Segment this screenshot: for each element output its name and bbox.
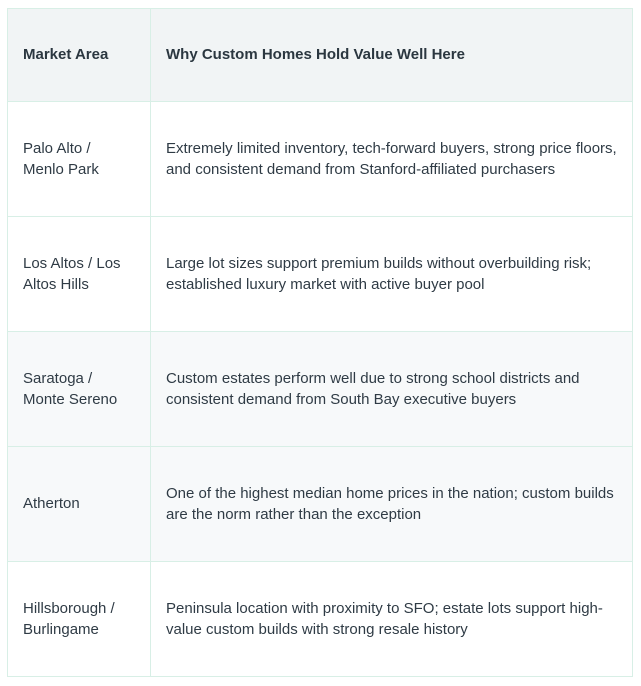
market-area-cell: Hillsborough / Burlingame bbox=[8, 562, 151, 677]
table-row bbox=[8, 332, 633, 447]
reason-cell: Large lot sizes support premium builds without overbuilding risk; established luxury market with active buyer pool bbox=[151, 217, 633, 332]
market-area-cell: Saratoga / Monte Sereno bbox=[8, 332, 151, 447]
reason-cell: Peninsula location with proximity to SFO; estate lots support high-value custom builds with strong resale history bbox=[151, 562, 633, 677]
header-market-area: Market Area bbox=[8, 9, 151, 102]
market-area-cell: Los Altos / Los Altos Hills bbox=[8, 217, 151, 332]
header-why-value: Why Custom Homes Hold Value Well Here bbox=[151, 9, 633, 102]
table-header bbox=[8, 9, 633, 102]
table-row bbox=[8, 102, 633, 217]
table-row bbox=[8, 562, 633, 677]
table-body bbox=[8, 102, 633, 677]
market-table-container bbox=[7, 8, 632, 677]
header-row bbox=[8, 9, 633, 102]
market-area-cell: Palo Alto / Menlo Park bbox=[8, 102, 151, 217]
table-row bbox=[8, 447, 633, 562]
market-area-cell: Atherton bbox=[8, 447, 151, 562]
reason-cell: Custom estates perform well due to strong school districts and consistent demand from South Bay executive buyers bbox=[151, 332, 633, 447]
reason-cell: Extremely limited inventory, tech-forward buyers, strong price floors, and consistent demand from Stanford-affiliated purchasers bbox=[151, 102, 633, 217]
reason-cell: One of the highest median home prices in the nation; custom builds are the norm rather than the exception bbox=[151, 447, 633, 562]
table-row bbox=[8, 217, 633, 332]
market-value-table bbox=[7, 8, 633, 677]
